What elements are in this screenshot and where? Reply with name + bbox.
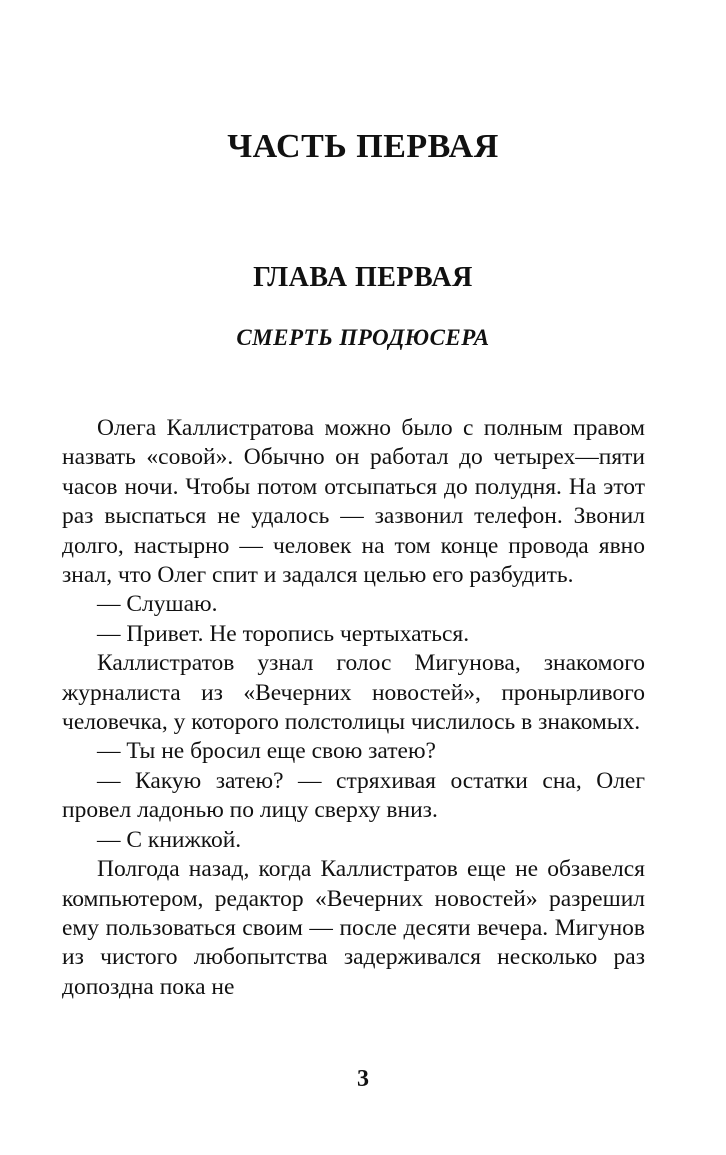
paragraph: — Привет. Не торопись чертыхаться.: [97, 620, 470, 647]
paragraph: — Слушаю.: [97, 591, 218, 618]
part-title: ЧАСТЬ ПЕРВАЯ: [227, 128, 499, 165]
chapter-subtitle: СМЕРТЬ ПРОДЮСЕРА: [236, 325, 490, 350]
paragraph: Каллистратов узнал голос Мигунова, знакомого журналиста из «Вечерних новостей», пронырливого человечка, у которого полстолицы числилось в знакомых.: [62, 650, 645, 736]
page-number: 3: [357, 1066, 369, 1092]
body-text: [62, 414, 645, 1002]
paragraph: Олега Каллистратова можно было с полным правом назвать «совой». Обычно он работал до четырех—пяти часов ночи. Чтобы потом отсыпаться до полудня. На этот раз выспаться не удалось — зазвонил телефон. Звонил долго, настырно — человек на том конце провода явно знал, что Олег спит и задался целью его разбудить.: [62, 415, 645, 589]
paragraph: Полгода назад, когда Каллистратов еще не обзавелся компьютером, редактор «Вечерних новостей» разрешил ему пользоваться своим — после десяти вечера. Мигунов из чистого любопытства задерживался несколько раз допоздна пока не: [62, 856, 645, 1000]
paragraph: — С книжкой.: [97, 826, 242, 853]
paragraph: — Какую затею? — стряхивая остатки сна, Олег провел ладонью по лицу сверху вниз.: [62, 767, 645, 824]
chapter-title: ГЛАВА ПЕРВАЯ: [253, 262, 473, 293]
paragraph: — Ты не бросил еще свою затею?: [97, 738, 436, 765]
